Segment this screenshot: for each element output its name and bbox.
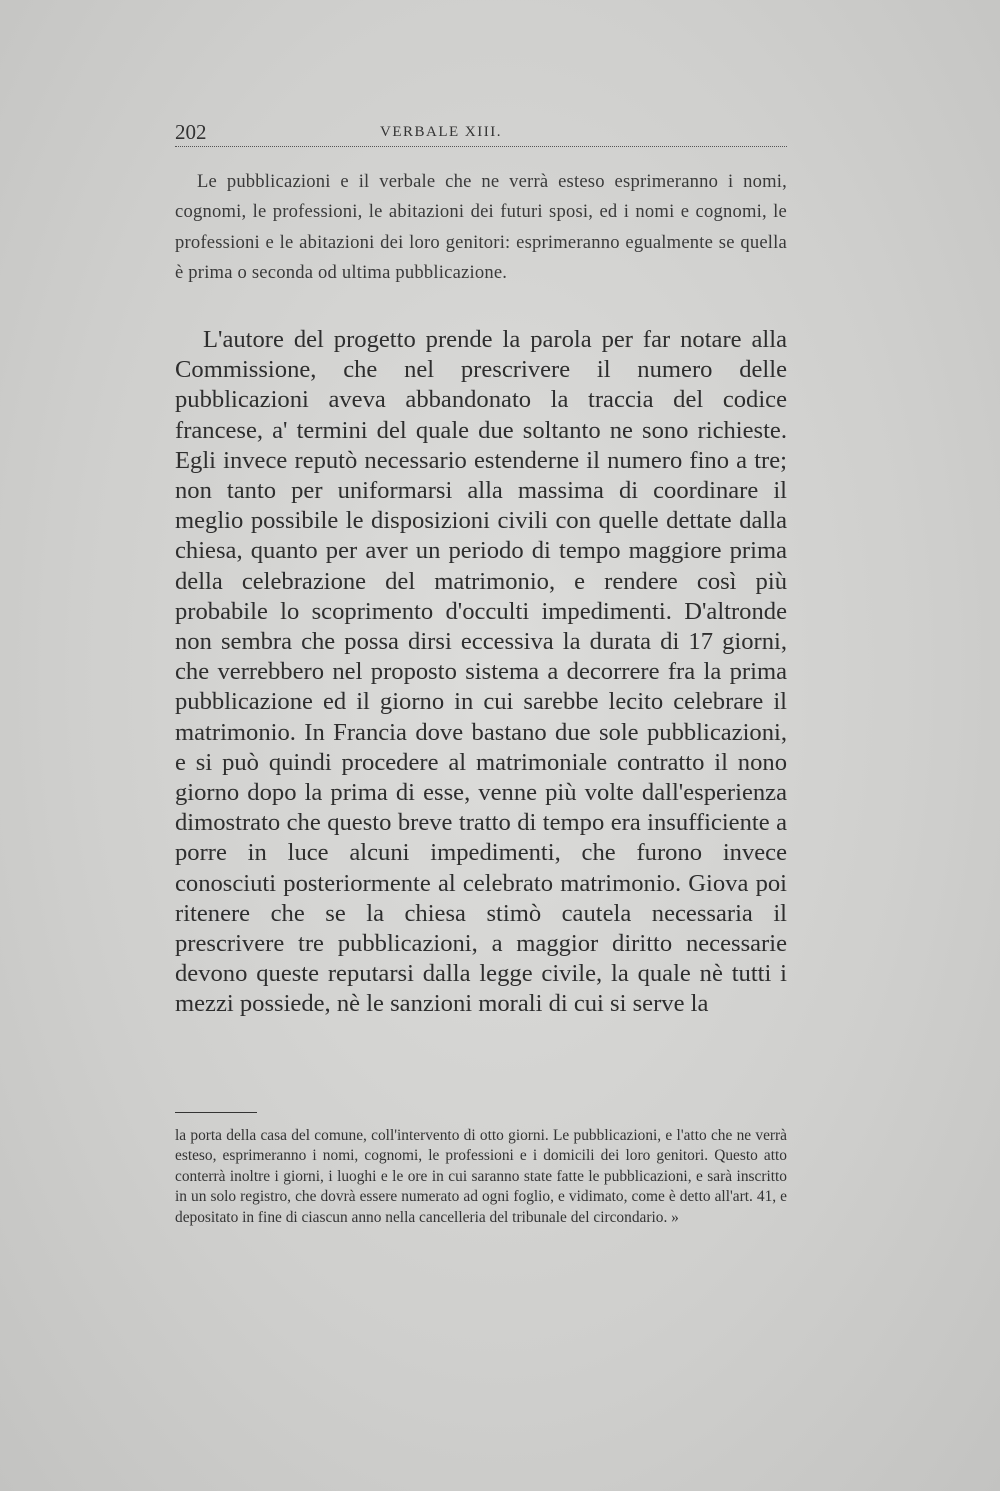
page-content (175, 0, 787, 1491)
intro-paragraph: Le pubblicazioni e il verbale che ne verrà esteso esprimeranno i nomi, cognomi, le professioni, le abitazioni dei futuri sposi, ed i nomi e cognomi, le professioni e le abitazioni dei loro genitori: esprimeranno egualmente se quella è prima o seconda od ultima pubblicazione. (175, 171, 787, 284)
running-header (175, 118, 787, 147)
page-number: 202 (175, 120, 207, 144)
footnote-text: la porta della casa del comune, coll'intervento di otto giorni. Le pubblicazioni, e l'atto che ne verrà esteso, esprimeranno i nomi, cognomi, le professioni e i domicili dei loro genitori. Questo atto conterrà inoltre i giorni, i luoghi e le ore in cui saranno state fatte le pubblicazioni, e sarà inscritto in un solo registro, che dovrà essere numerato ad ogni foglio, e vidimato, come è detto all'art. 41, e depositato in fine di ciascun anno nella cancelleria del tribunale del circondario. » (175, 1127, 787, 1226)
body-paragraph: L'autore del progetto prende la parola per far notare alla Commissione, che nel prescrivere il numero delle pubblicazioni aveva abbandonato la traccia del codice francese, a' termini del quale due soltanto ne sono richieste. Egli invece reputò necessario estenderne il numero fino a tre; non tanto per uniformarsi alla massima di coordinare il meglio possibile le disposizioni civili con quelle dettate dalla chiesa, quanto per aver un periodo di tempo maggiore prima della celebrazione del matrimonio, e rendere così più probabile lo scoprimento d'occulti impedimenti. D'altronde non sembra che possa dirsi eccessiva la durata di 17 giorni, che verrebbero nel proposto sistema a decorrere fra la prima pubblicazione ed il giorno in cui sarebbe lecito celebrare il matrimonio. In Francia dove bastano due sole pubblicazioni, e si può quindi procedere al matrimoniale contratto il nono giorno dopo la prima di esse, venne più volte dall'esperienza dimostrato che questo breve tratto di tempo era insufficiente a porre in luce alcuni impedimenti, che furono invece conosciuti posteriormente al celebrato matrimonio. Giova poi ritenere che se la chiesa stimò cautela necessaria il prescrivere tre pubblicazioni, a maggior diritto necessarie devono queste reputarsi dalla legge civile, la quale nè tutti i mezzi possiede, nè le sanzioni morali di cui si serve la (175, 326, 787, 1018)
running-head-title: VERBALE XIII. (380, 124, 502, 140)
footnote-separator (175, 1112, 257, 1113)
